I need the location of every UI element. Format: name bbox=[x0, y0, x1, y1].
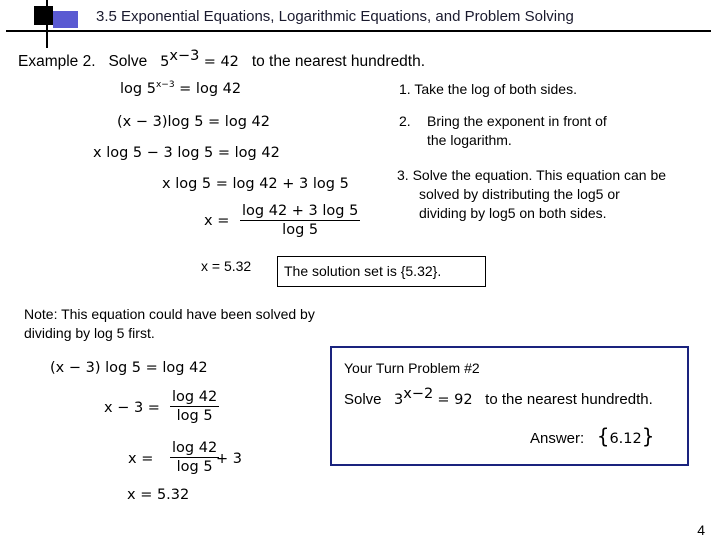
step-2-line-a: Bring the exponent in front of bbox=[427, 113, 607, 129]
example-label: Example 2. bbox=[18, 53, 96, 71]
work-line-1 bbox=[120, 80, 241, 97]
your-turn-solve-word: Solve bbox=[344, 391, 382, 408]
your-turn-base: 3 bbox=[394, 392, 404, 408]
work-line-3: x log 5 − 3 log 5 = log 42 bbox=[93, 145, 280, 161]
alt-work-line-3-denominator: log 5 bbox=[176, 459, 213, 475]
answer-close-brace: } bbox=[641, 424, 655, 448]
alt-work-line-3-lhs: x = bbox=[128, 451, 154, 467]
header-vertical-rule bbox=[46, 0, 48, 48]
work-line-5-numerator: log 42 + 3 log 5 bbox=[242, 203, 359, 219]
alt-work-line-2-fraction bbox=[170, 389, 219, 424]
your-turn-rhs: = 92 bbox=[437, 392, 473, 408]
work-result: x = 5.32 bbox=[201, 258, 252, 274]
alt-work-line-2-numerator: log 42 bbox=[172, 389, 218, 405]
work-line-5-fraction bbox=[240, 203, 360, 238]
answer-open-brace: { bbox=[596, 424, 610, 448]
header-black-square bbox=[34, 6, 53, 25]
alt-work-line-1: (x − 3) log 5 = log 42 bbox=[50, 360, 208, 376]
page-number: 4 bbox=[697, 522, 705, 538]
your-turn-exponent: x−2 bbox=[403, 386, 434, 402]
header-horizontal-rule bbox=[6, 30, 711, 32]
alt-work-line-2-denominator: log 5 bbox=[176, 408, 213, 424]
work-line-5-denominator: log 5 bbox=[282, 222, 319, 238]
step-3-line-c: dividing by log5 on both sides. bbox=[419, 205, 607, 221]
work-line-2: (x − 3)log 5 = log 42 bbox=[117, 114, 270, 130]
your-turn-title: Your Turn Problem #2 bbox=[344, 360, 480, 376]
work-line-5-lhs: x = bbox=[204, 213, 230, 229]
example-solve-word: Solve bbox=[108, 53, 148, 71]
example-rhs: = 42 bbox=[203, 54, 239, 71]
note-line-1: Note: This equation could have been solved by bbox=[24, 306, 315, 322]
step-3-line-a: 3. Solve the equation. This equation can be bbox=[397, 167, 667, 183]
page-title: 3.5 Exponential Equations, Logarithmic Equations, and Problem Solving bbox=[96, 8, 574, 25]
your-turn-problem bbox=[344, 386, 653, 408]
solution-set-text: The solution set is {5.32}. bbox=[284, 263, 442, 279]
example-base: 5 bbox=[160, 54, 170, 71]
step-3-line-b: solved by distributing the log5 or bbox=[419, 186, 620, 202]
example-heading bbox=[18, 48, 425, 71]
alt-work-line-3-numerator: log 42 bbox=[172, 440, 218, 456]
your-turn-answer bbox=[530, 424, 654, 448]
step-1: 1. Take the log of both sides. bbox=[399, 81, 577, 97]
your-turn-suffix: to the nearest hundredth. bbox=[485, 391, 653, 408]
work-line-1-lhs: log 5 bbox=[120, 80, 156, 97]
step-2-line-b: the logarithm. bbox=[427, 132, 512, 148]
work-line-1-exp: x−3 bbox=[155, 80, 175, 90]
work-line-4: x log 5 = log 42 + 3 log 5 bbox=[162, 176, 349, 192]
alt-work-line-3-plus: + 3 bbox=[216, 451, 242, 467]
example-exponent: x−3 bbox=[169, 48, 200, 64]
answer-value: 6.12 bbox=[609, 431, 642, 447]
answer-label: Answer: bbox=[530, 430, 585, 447]
note-line-2: dividing by log 5 first. bbox=[24, 325, 155, 341]
alt-work-line-3-fraction bbox=[170, 440, 219, 475]
example-suffix: to the nearest hundredth. bbox=[251, 53, 426, 71]
alt-work-line-2-lhs: x − 3 = bbox=[104, 400, 160, 416]
step-2-number: 2. bbox=[399, 113, 411, 129]
work-line-1-rhs: = log 42 bbox=[179, 80, 242, 97]
alt-work-line-4: x = 5.32 bbox=[127, 487, 190, 503]
header-blue-square bbox=[53, 11, 78, 28]
